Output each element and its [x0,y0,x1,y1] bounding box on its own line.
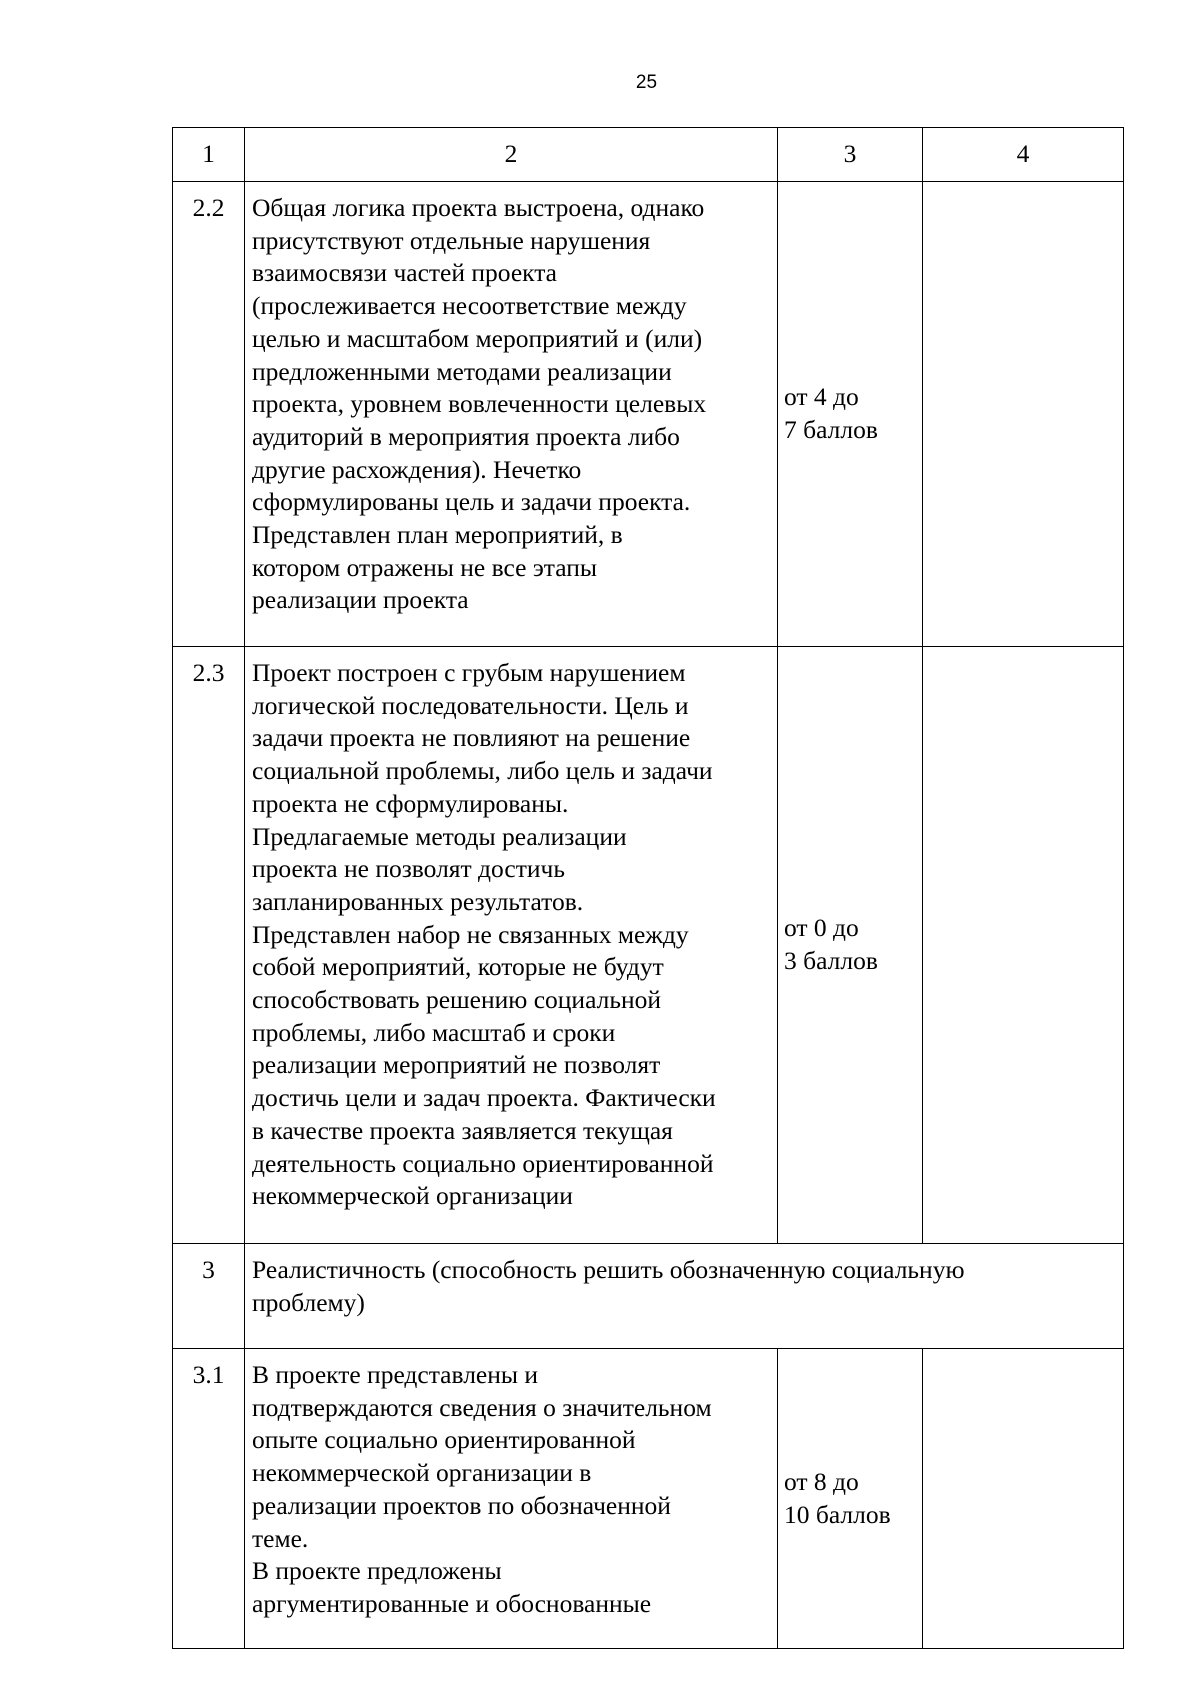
text-line: проекта, уровнем вовлеченности целевых [252,389,707,419]
text-line: реализации проектов по обозначенной [252,1490,671,1520]
page-number: 25 [635,72,658,93]
text-line: В проекте представлены и [252,1360,539,1389]
criteria-table [172,127,1124,1649]
text-line: логической последовательности. Цель и [252,690,689,720]
criterion-description [245,1349,778,1649]
empty-cell [923,182,1124,647]
section-title-line: Реалистичность (способность решить обозначенную социальную [252,1255,965,1284]
text-line: в качестве проекта заявляется текущая [252,1115,673,1145]
section-title [245,1244,1124,1349]
empty-cell [923,647,1124,1244]
score-line: от 8 до [784,1466,859,1496]
text-line: аудиторий в мероприятия проекта либо [252,421,680,451]
table-row [173,1349,1124,1649]
score-line: 7 баллов [784,415,878,444]
text-line: В проекте предложены [252,1556,502,1586]
criterion-description [245,182,778,647]
text-line: Представлен набор не связанных между [252,919,689,949]
text-line: задачи проекта не повлияют на решение [252,723,691,753]
criterion-number: 2.2 [173,182,245,647]
text-line: проекта не позволят достичь [252,854,565,884]
text-line: способствовать решению социальной [252,985,662,1015]
empty-cell [923,1349,1124,1649]
text-line: взаимосвязи частей проекта [252,258,557,288]
score-line: 3 баллов [784,946,878,975]
text-line: опыте социально ориентированной [252,1425,636,1455]
header-cell-1: 1 [173,128,245,182]
text-line: сформулированы цель и задачи проекта. [252,487,691,517]
text-line: подтверждаются сведения о значительном [252,1392,712,1422]
criterion-number: 2.3 [173,647,245,1244]
score-range [778,647,923,1244]
score-line: 10 баллов [784,1499,891,1529]
text-line: некоммерческой организации [252,1181,573,1211]
section-title-line: проблему) [252,1287,365,1317]
table-row [173,647,1124,1244]
text-line: Представлен план мероприятий, в [252,520,623,550]
text-line: Проект построен с грубым нарушением [252,658,686,687]
section-row [173,1244,1124,1349]
criterion-description [245,647,778,1244]
score-range [778,182,923,647]
text-line: Общая логика проекта выстроена, однако [252,193,705,222]
text-line: котором отражены не все этапы [252,552,597,582]
criterion-number: 3.1 [173,1349,245,1649]
header-cell-2: 2 [245,128,778,182]
text-line: некоммерческой организации в [252,1458,592,1488]
header-row [173,128,1124,182]
text-line: присутствуют отдельные нарушения [252,225,651,255]
section-number: 3 [173,1244,245,1349]
text-line: (прослеживается несоответствие между [252,291,687,321]
text-line: предложенными методами реализации [252,356,672,386]
score-line: от 4 до [784,382,859,412]
text-line: деятельность социально ориентированной [252,1148,714,1178]
text-line: собой мероприятий, которые не будут [252,952,664,982]
score-line: от 0 до [784,913,859,943]
table-row [173,182,1124,647]
text-line: социальной проблемы, либо цель и задачи [252,756,713,786]
text-line: реализации проекта [252,585,469,615]
text-line: запланированных результатов. [252,886,584,916]
text-line: проблемы, либо масштаб и сроки [252,1017,616,1047]
score-range [778,1349,923,1649]
header-cell-4: 4 [923,128,1124,182]
text-line: реализации мероприятий не позволят [252,1050,661,1080]
header-cell-3: 3 [778,128,923,182]
text-line: проекта не сформулированы. [252,788,569,818]
text-line: другие расхождения). Нечетко [252,454,582,484]
text-line: достичь цели и задач проекта. Фактически [252,1083,716,1113]
text-line: теме. [252,1523,309,1553]
text-line: целью и масштабом мероприятий и (или) [252,323,703,353]
text-line: Предлагаемые методы реализации [252,821,627,851]
text-line: аргументированные и обоснованные [252,1588,652,1618]
